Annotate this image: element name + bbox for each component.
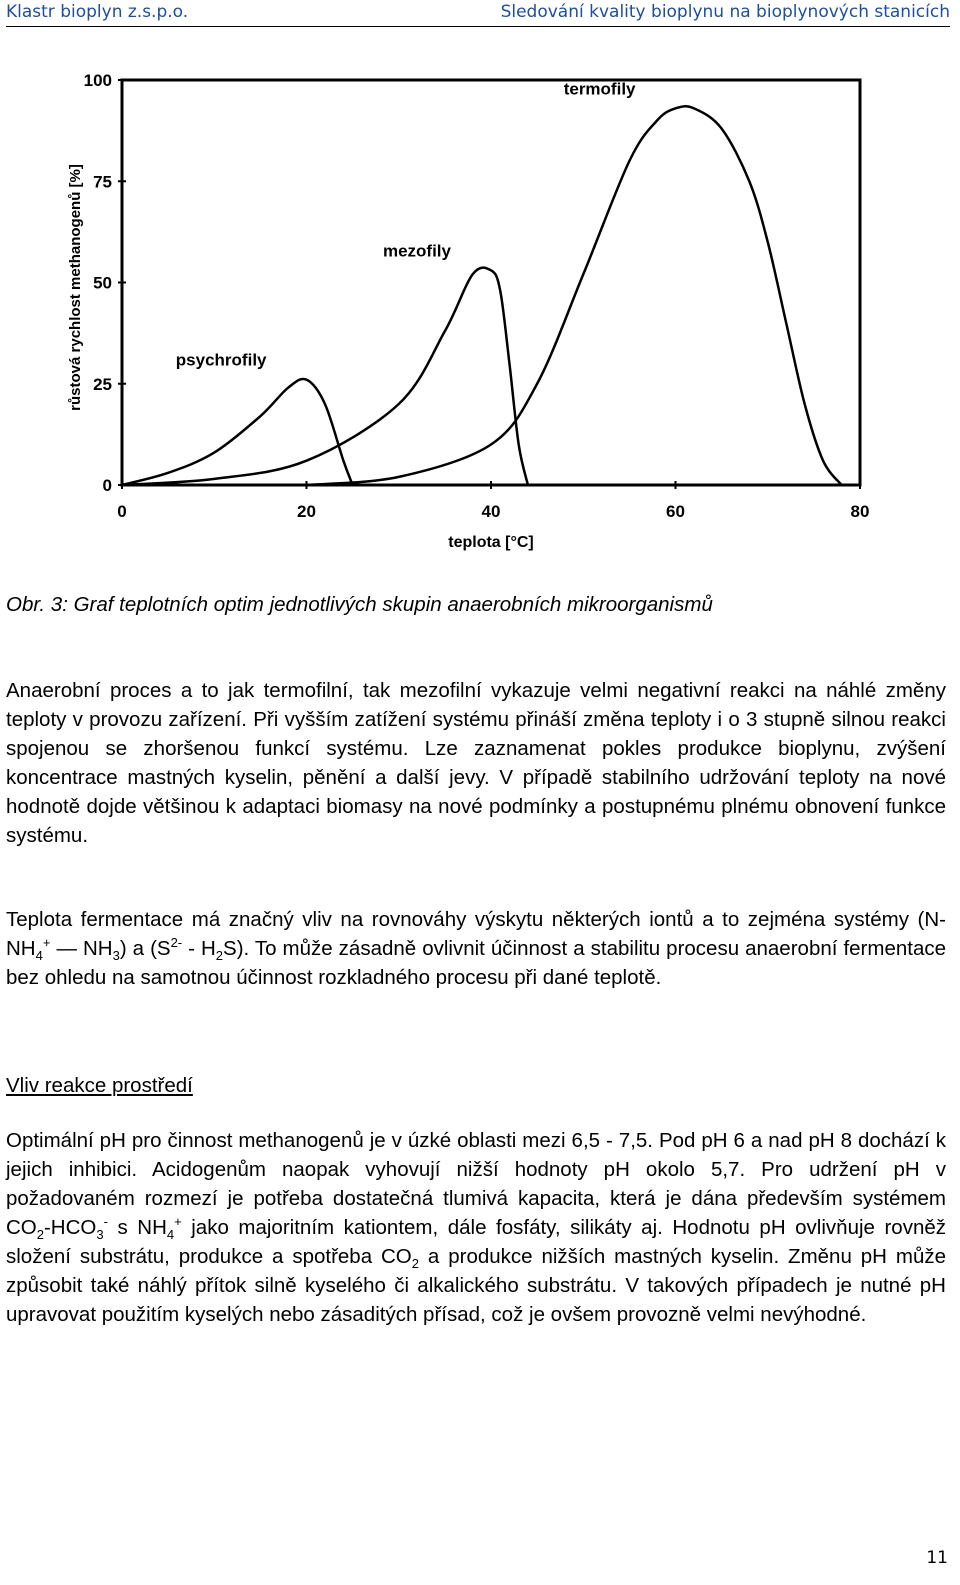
paragraph-ph: Optimální pH pro činnost methanogenů je v úzké oblasti mezi 6,5 - 7,5. Pod pH 6 a nad pH 8 dochází k jejich inhibici. Acidogenům naopak vyhovují nižší hodnoty pH okolo 5,7. Pro udržení pH v požadovaném rozmezí je potřeba dostatečná tlumivá kapacita, která je dána především systémem $CO_2-HCO_3^-$ s $NH_4^+$ jako majoritním kationtem, dále fosfáty, silikáty aj. Hodnotu pH ovlivňuje rovněž složení substrátu, produkce a spotřeba $CO_2$ a produkce nižších mastných kyselin. Změnu pH může způsobit také náhlý přítok silně kyselého či alkalického substrátu. V takových případech je nutné pH upravovat použitím kyselých nebo zásaditých přísad, což je ovšem provozně velmi nevýhodné. xyxy=(6,1129,946,1326)
y-tick-label: 75 xyxy=(93,172,112,192)
header-right: Sledování kvality bioplynu na bioplynových stanicích xyxy=(500,2,950,22)
x-tick-label: 80 xyxy=(850,502,870,521)
x-tick-label: 20 xyxy=(297,502,316,521)
section-heading: Vliv reakce prostředí xyxy=(6,1074,193,1097)
y-tick-label: 50 xyxy=(93,273,112,293)
series-curve-mezofily xyxy=(122,268,528,485)
paragraph-fermentation-temperature: Teplota fermentace má značný vliv na rovnováhy výskytu některých iontů a to zejména systémy ($N-NH_4^+$ — $NH_3$) a $(S^{2-} - H_2S)$. To může zásadně ovlivnit účinnost a stabilitu procesu anaerobní fermentace bez ohledu na samotnou účinnost rozkladného procesu při dané teplotě. xyxy=(6,908,946,989)
x-tick-label: 40 xyxy=(481,502,501,521)
header-rule xyxy=(6,26,950,27)
series-label: mezofily xyxy=(382,241,451,261)
paragraph-temperature-reaction: Anaerobní proces a to jak termofilní, tak mezofilní vykazuje velmi negativní reakci na náhlé změny teploty v provozu zařízení. Při vyšším zatížení systému přináší změna teploty i o 3 stupně silnou reakci spojenou se zhoršenou funkcí systému. Lze zaznamenat pokles produkce bioplynu, zvýšení koncentrace mastných kyselin, pěnění a další jevy. V případě stabilního udržování teploty na nové hodnotě dojde většinou k adaptaci biomasy na nové podmínky a postupnému plnému obnovení funkce systému. xyxy=(6,679,946,847)
y-axis-label: růstová rychlost methanogenů [%] xyxy=(67,164,84,411)
y-tick-label: 0 xyxy=(102,476,112,495)
x-axis-label: teplota [°C] xyxy=(448,534,534,551)
series-curve-psychrofily xyxy=(122,379,353,485)
series-label: termofily xyxy=(563,79,636,99)
y-tick-label: 100 xyxy=(83,71,112,90)
y-tick-label: 25 xyxy=(93,374,112,394)
temperature-growth-chart xyxy=(60,70,900,570)
series-curve-termofily xyxy=(307,106,842,485)
plot-frame xyxy=(122,80,860,485)
header-left: Klastr bioplyn z.s.p.o. xyxy=(6,2,189,22)
figure-caption: Obr. 3: Graf teplotních optim jednotlivých skupin anaerobních mikroorganismů xyxy=(6,593,713,616)
x-tick-label: 0 xyxy=(117,502,127,521)
page-number: 11 xyxy=(926,1548,948,1568)
x-tick-label: 60 xyxy=(666,502,685,521)
series-label: psychrofily xyxy=(175,350,267,370)
